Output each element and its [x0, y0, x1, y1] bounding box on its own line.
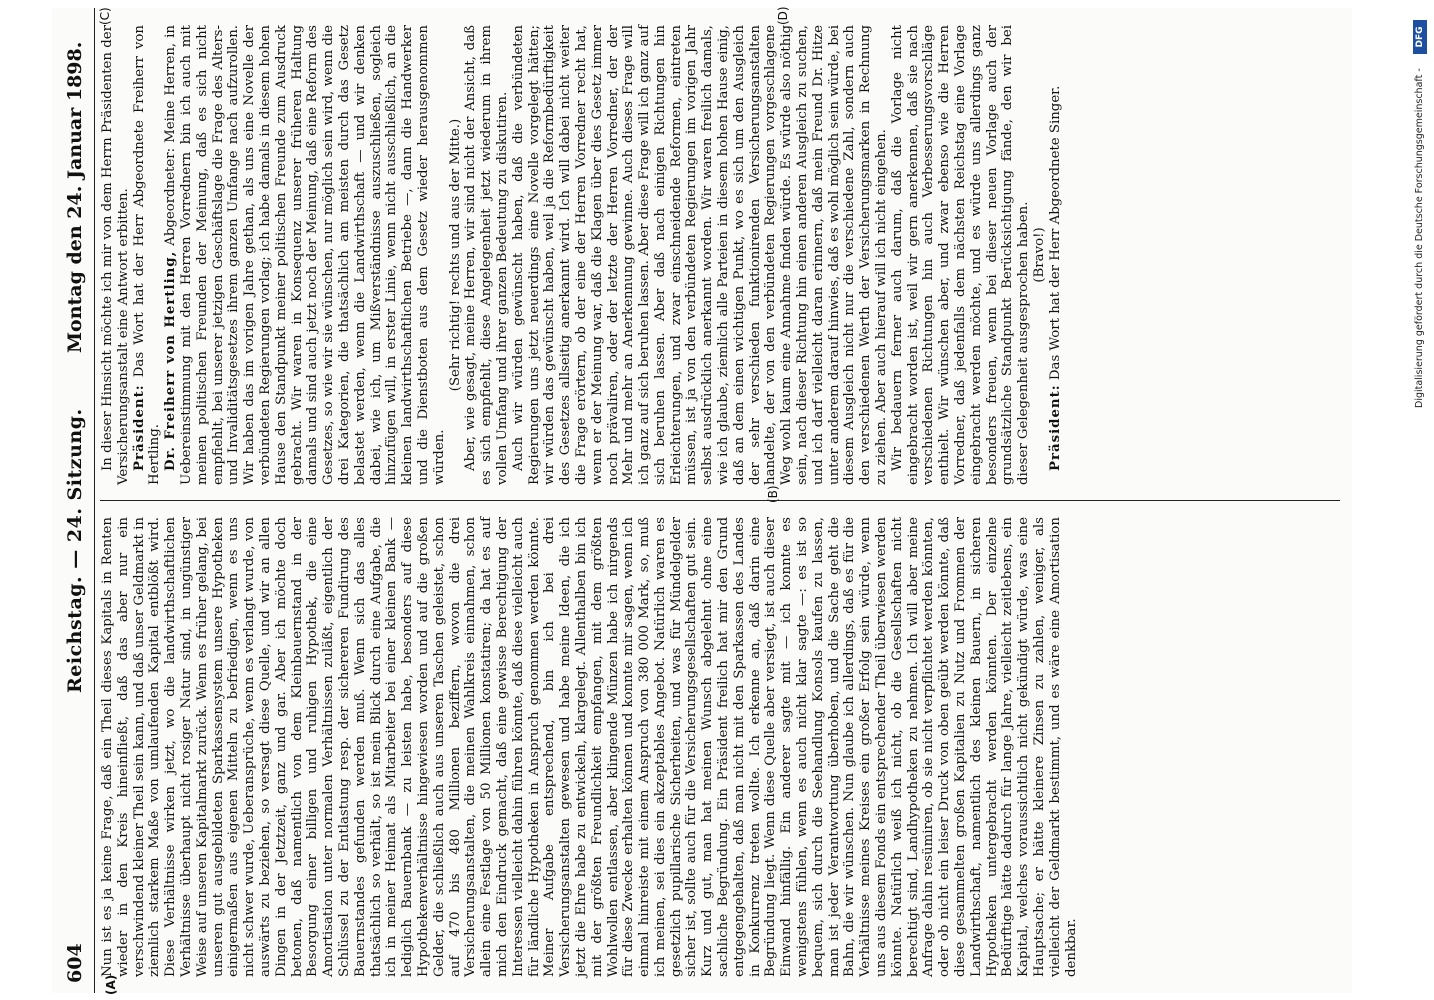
speaker-president-2: Präsident:	[1047, 384, 1063, 471]
right-column	[100, 25, 1064, 485]
digitization-note: Digitalisierung gefördert durch die Deutsche Forschungsgemeinschaft -	[1414, 68, 1425, 408]
right-paragraph-6: Auch wir würden gewünscht haben, daß die verbündeten Regierungen uns jetzt neuerdings eine Novelle vorgelegt hätten; wir würden das gewünscht haben, weil ja die Reformbedürftigkeit des Gesetzes allseitig anerkannt wird. Ich will dabei nicht weiter die Frage erörtern, ob der eine der Herren Vorredner recht hat, wenn er der Meinung war, daß die Klagen über dies Gesetz immer noch prävaliren, oder der letzte der Herren Vorredner, der der Mehr und mehr an Anerkennung gewinne. Auch dieses Frage will ich ganz auf sich beruhen lassen. Aber diese Frage will ich ganz auf sich beruhen lassen. Aber daß nach einigen Richtungen hin Erleichterungen, und zwar einschneidende Reformen, eintreten müssen, ist ja von den verbündeten Regierungen im vorigen Jahr selbst ausdrücklich anerkannt worden. Wir waren freilich damals, wie ich glaube, ziemlich alle Parteien in diesem hohen Hause einig, daß an dem einen wichtigen Punkt, wo es sich um den Ausgleich der sehr verschieden funktionirenden Versicherungsanstalten handelte, der von den verbündeten Regierungen vorgeschlagene Weg wohl kaum eine Annahme finden würde. Es würde also nöthig sein, nach dieser Richtung hin einen anderen Ausgleich zu suchen, und ich darf vielleicht daran erinnern, daß mein Freund Dr. Hitze unter anderem darauf hinwies, daß es wohl möglich sein würde, bei diesem Ausgleich nicht nur die verschiedene Zahl, sondern auch den verschiedenen Werth der Versicherungsmarken in Rechnung zu ziehen. Aber auch hierauf will ich nicht eingehen.	[510, 25, 890, 485]
right-paragraph-7: Wir bedauern ferner auch darum, daß die Vorlage nicht eingebracht worden ist, weil wir gern anerkennen, daß sie nach verschiedenen Richtungen hin auch Verbesserungsvorschläge enthielt. Wir wünschen aber, und zwar ebenso wie die Herren Vorredner, daß jedenfalls dem nächsten Reichstag eine Vorlage eingebracht werden möchte, und es würde uns allerdings ganz besonders freuen, wenn bei dieser neuen Vorlage auch der grundsätzliche Standpunkt Berücksichtigung fände, den wir bei dieser Gelegenheit ausgesprochen haben.	[889, 25, 1032, 485]
session-date: Montag den 24. Januar 1898.	[64, 41, 86, 353]
page-number: 604	[64, 943, 86, 983]
left-paragraph-1: Nun ist es ja keine Frage, daß ein Theil dieses Kapitals in Renten wieder in den Kreis hineinfließt, daß das aber nur ein verschwindend kleiner Theil sein kann, und daß unser Geldmarkt in ziemlich starkem Maße von umlaufenden Kapital entblößt wird. Diese Verhältnisse wirken jetzt, wo die landwirthschaftlichen Verhältnisse überhaupt nicht rosiger Natur sind, in ungünstiger Weise auf unseren Kapitalmarkt zurück. Wenn es früher gelang, bei unseren gut ausgebildeten Sparkassensystem unsere Hypotheken einigermaßen aus eigenen Mitteln zu befriedigen, wenn es uns nicht schwer wurde, Ueberansprüche, wenn es verlangt wurde, von auswärts zu beziehen, so versagt diese Quelle, und wir an allen Dingen in der Jetztzeit, ganz und gar. Aber ich möchte doch betonen, daß namentlich von dem Kleinbauernstand in der Besorgung einer billigen und ruhigen Hypothek, die eine Amortisation unter normalen Verhältnissen zuläßt, eigentlich der Schlüssel zu der Entlastung resp. der sichereren Fundirung des Bauernstandes gefunden werden muß. Wenn sich das alles thatsächlich so verhält, so ist mein Blick durch eine Aufgabe, die ich in meiner Heimat als Mitarbeiter bei einer kleinen Bank — lediglich Bauernbank — zu leisten habe, besonders auf diese Hypothekenverhältnisse hingewiesen worden und auf die großen Gelder, die schließlich auch aus unseren Taschen geleistet, schon auf 470 bis 480 Millionen beziffern, wovon die drei Versicherungsanstalten, die meinen Wahlkreis einnahmen, schon allein eine Festlage von 50 Millionen konstatiren; da hat es auf mich den Eindruck gemacht, daß eine gewisse Berechtigung der Interessen vielleicht dahin führen könnte, daß diese vielleicht auch für ländliche Hypotheken in Anspruch genommen werden könnte. Meiner Aufgabe entsprechend, bin ich bei drei Versicherungsanstalten gewesen und habe meine Ideen, die ich jetzt die Ehre habe zu entwickeln, klargelegt. Allenthalben bin ich mit der größten Freundlichkeit empfangen, mit dem größten Wohlwollen entlassen, aber klingende Münzen habe ich nirgends für diese Zwecke erhalten können und konnte mir sagen, wenn ich einmal hinreiste mit einem Anspruch von 380 000 Mark, so, muß ich meinen, sei dies ein akzeptables Angebot. Natürlich waren es gesetzlich pupillarische Sicherheiten, und was für Mündelgelder sicher ist, sollte auch für die Versicherungsgesellschaften gut sein. Kurz und gut, man hat meinen Wunsch abgelehnt ohne eine sachliche Begründung. Ein Präsident freilich hat mir den Grund entgegengehalten, daß man nicht mit den Sparkassen des Landes in Konkurrenz treten wollte. Ich erkenne an, daß darin eine Begründung liegt. Wenn diese Quelle aber versiegt, ist auch dieser Einwand hinfällig. Ein anderer sagte mit — ich konnte es wenigstens fühlen, wenn es auch nicht klar sagte —: es ist so bequem, sich durch die Seehandlung Konsols kaufen zu lassen, man ist jeder Verantwortung überhoben, und die Sache geht die Bahn, die wir wünschen. Nun glaube ich allerdings, daß es für die Verhältnisse meines Kreises ein großer Erfolg sein würde, wenn uns aus diesem Fonds ein entsprechender Theil überwiesen werden könnte. Natürlich weiß ich nicht, ob die Gesellschaften nicht berechtigt sind, Landhypotheken zu nehmen. Ich will aber meine Anfrage dahin resümiren, ob sie nicht verpflichtet werden könnten, oder ob nicht ein leiser Druck von oben geübt werden könnte, daß diese gesammelten großen Kapitalien zu Nutz und Frommen der Landwirthschaft, namentlich des kleinen Bauern, in sicheren Hypotheken untergebracht werden könnten. Der einzelne Bedürftige hätte dadurch für lange Jahre, vielleicht zeitlebens, ein Kapital, welches voraussichtlich nicht gekündigt würde, was eine Hauptsache; er hätte kleinere Zinsen zu zahlen, weniger, als vielleicht der Geldmarkt bestimmt, und es wäre eine Amortisation denkbar.	[100, 517, 1079, 977]
speech-text: Abgeordneter: Meine Herren, in Uebereinstimmung mit den Herren Vorrednern bin ich auch mit meinen politischen Freunden der Meinung, daß es sich nicht empfiehlt, bei unserer jetzigen Geschäftslage die Frage des Alters- und Invaliditätsgesetzes ihrem ganzen Umfange nach aufzurollen. Wir haben das im vorigen Jahre gethan, als uns eine Novelle der verbündeten Regierungen vorlag; ich habe damals in diesem hohen Hause den Standpunkt meiner politischen Freunde zum Ausdruck gebracht. Wir waren in Konsequenz unserer früheren Haltung damals und sind auch jetzt noch der Meinung, daß eine Reform des Gesetzes, so wie wir sie wünschen, nur möglich sein wird, wenn die drei Kategorien, die thatsächlich am meisten durch das Gesetz belastet werden, wenn die Landwirthschaft — und wir denken dabei, wie ich, um Mißverständnisse auszuschließen, sogleich hinzufügen will, in erster Linie, wenn nicht ausschließlich, an die kleinen landwirthschaftlichen Betriebe —, dann die Handwerker und die Dienstboten aus dem Gesetz wieder herausgenommen würden.	[163, 25, 447, 485]
right-paragraph-1: In dieser Hinsicht möchte ich mir von dem Herrn Präsidenten der Versicherungsanstalt eine Antwort erbitten.	[100, 25, 131, 485]
speaker-text: Das Wort hat der Herr Abgeordnete Freiherr von Hertling.	[131, 25, 163, 485]
speaker-president: Präsident:	[131, 384, 147, 471]
right-paragraph-3	[163, 25, 447, 485]
dfg-logo: DFG	[1413, 20, 1427, 54]
column-rule	[100, 500, 1340, 501]
running-head	[58, 8, 92, 993]
interjection: (Sehr richtig! rechts und aus der Mitte.)	[447, 118, 463, 392]
right-paragraph-2	[132, 25, 164, 485]
margin-mark-d: (D)	[776, 6, 790, 25]
scanned-page	[52, 8, 1352, 993]
header-rule	[94, 8, 95, 993]
margin-mark-a: (A)	[104, 974, 118, 995]
applause: (Bravo!)	[1032, 227, 1048, 283]
speaker-hertling: Dr. Freiherr von Hertling,	[163, 250, 179, 471]
right-paragraph-5: Aber, wie gesagt, meine Herren, wir sind nicht der Ansicht, daß es sich empfiehlt, diese Angelegenheit jetzt wiederum in ihrem vollen Umfang und ihrer ganzen Bedeutung zu diskutiren.	[463, 25, 510, 485]
margin-mark-b: (B)	[766, 485, 780, 503]
digitization-stamp	[1410, 8, 1430, 998]
speaker-text-2: Das Wort hat der Herr Abgeordnete Singer.	[1047, 85, 1063, 381]
digitization-stamp-rotated	[1410, 8, 1430, 998]
margin-mark-c: (C)	[98, 7, 112, 25]
session-title: Reichstag. — 24. Sitzung.	[64, 408, 86, 693]
right-paragraph-9	[1048, 25, 1064, 485]
page-content-rotated	[52, 8, 1352, 993]
left-column	[100, 517, 1079, 977]
